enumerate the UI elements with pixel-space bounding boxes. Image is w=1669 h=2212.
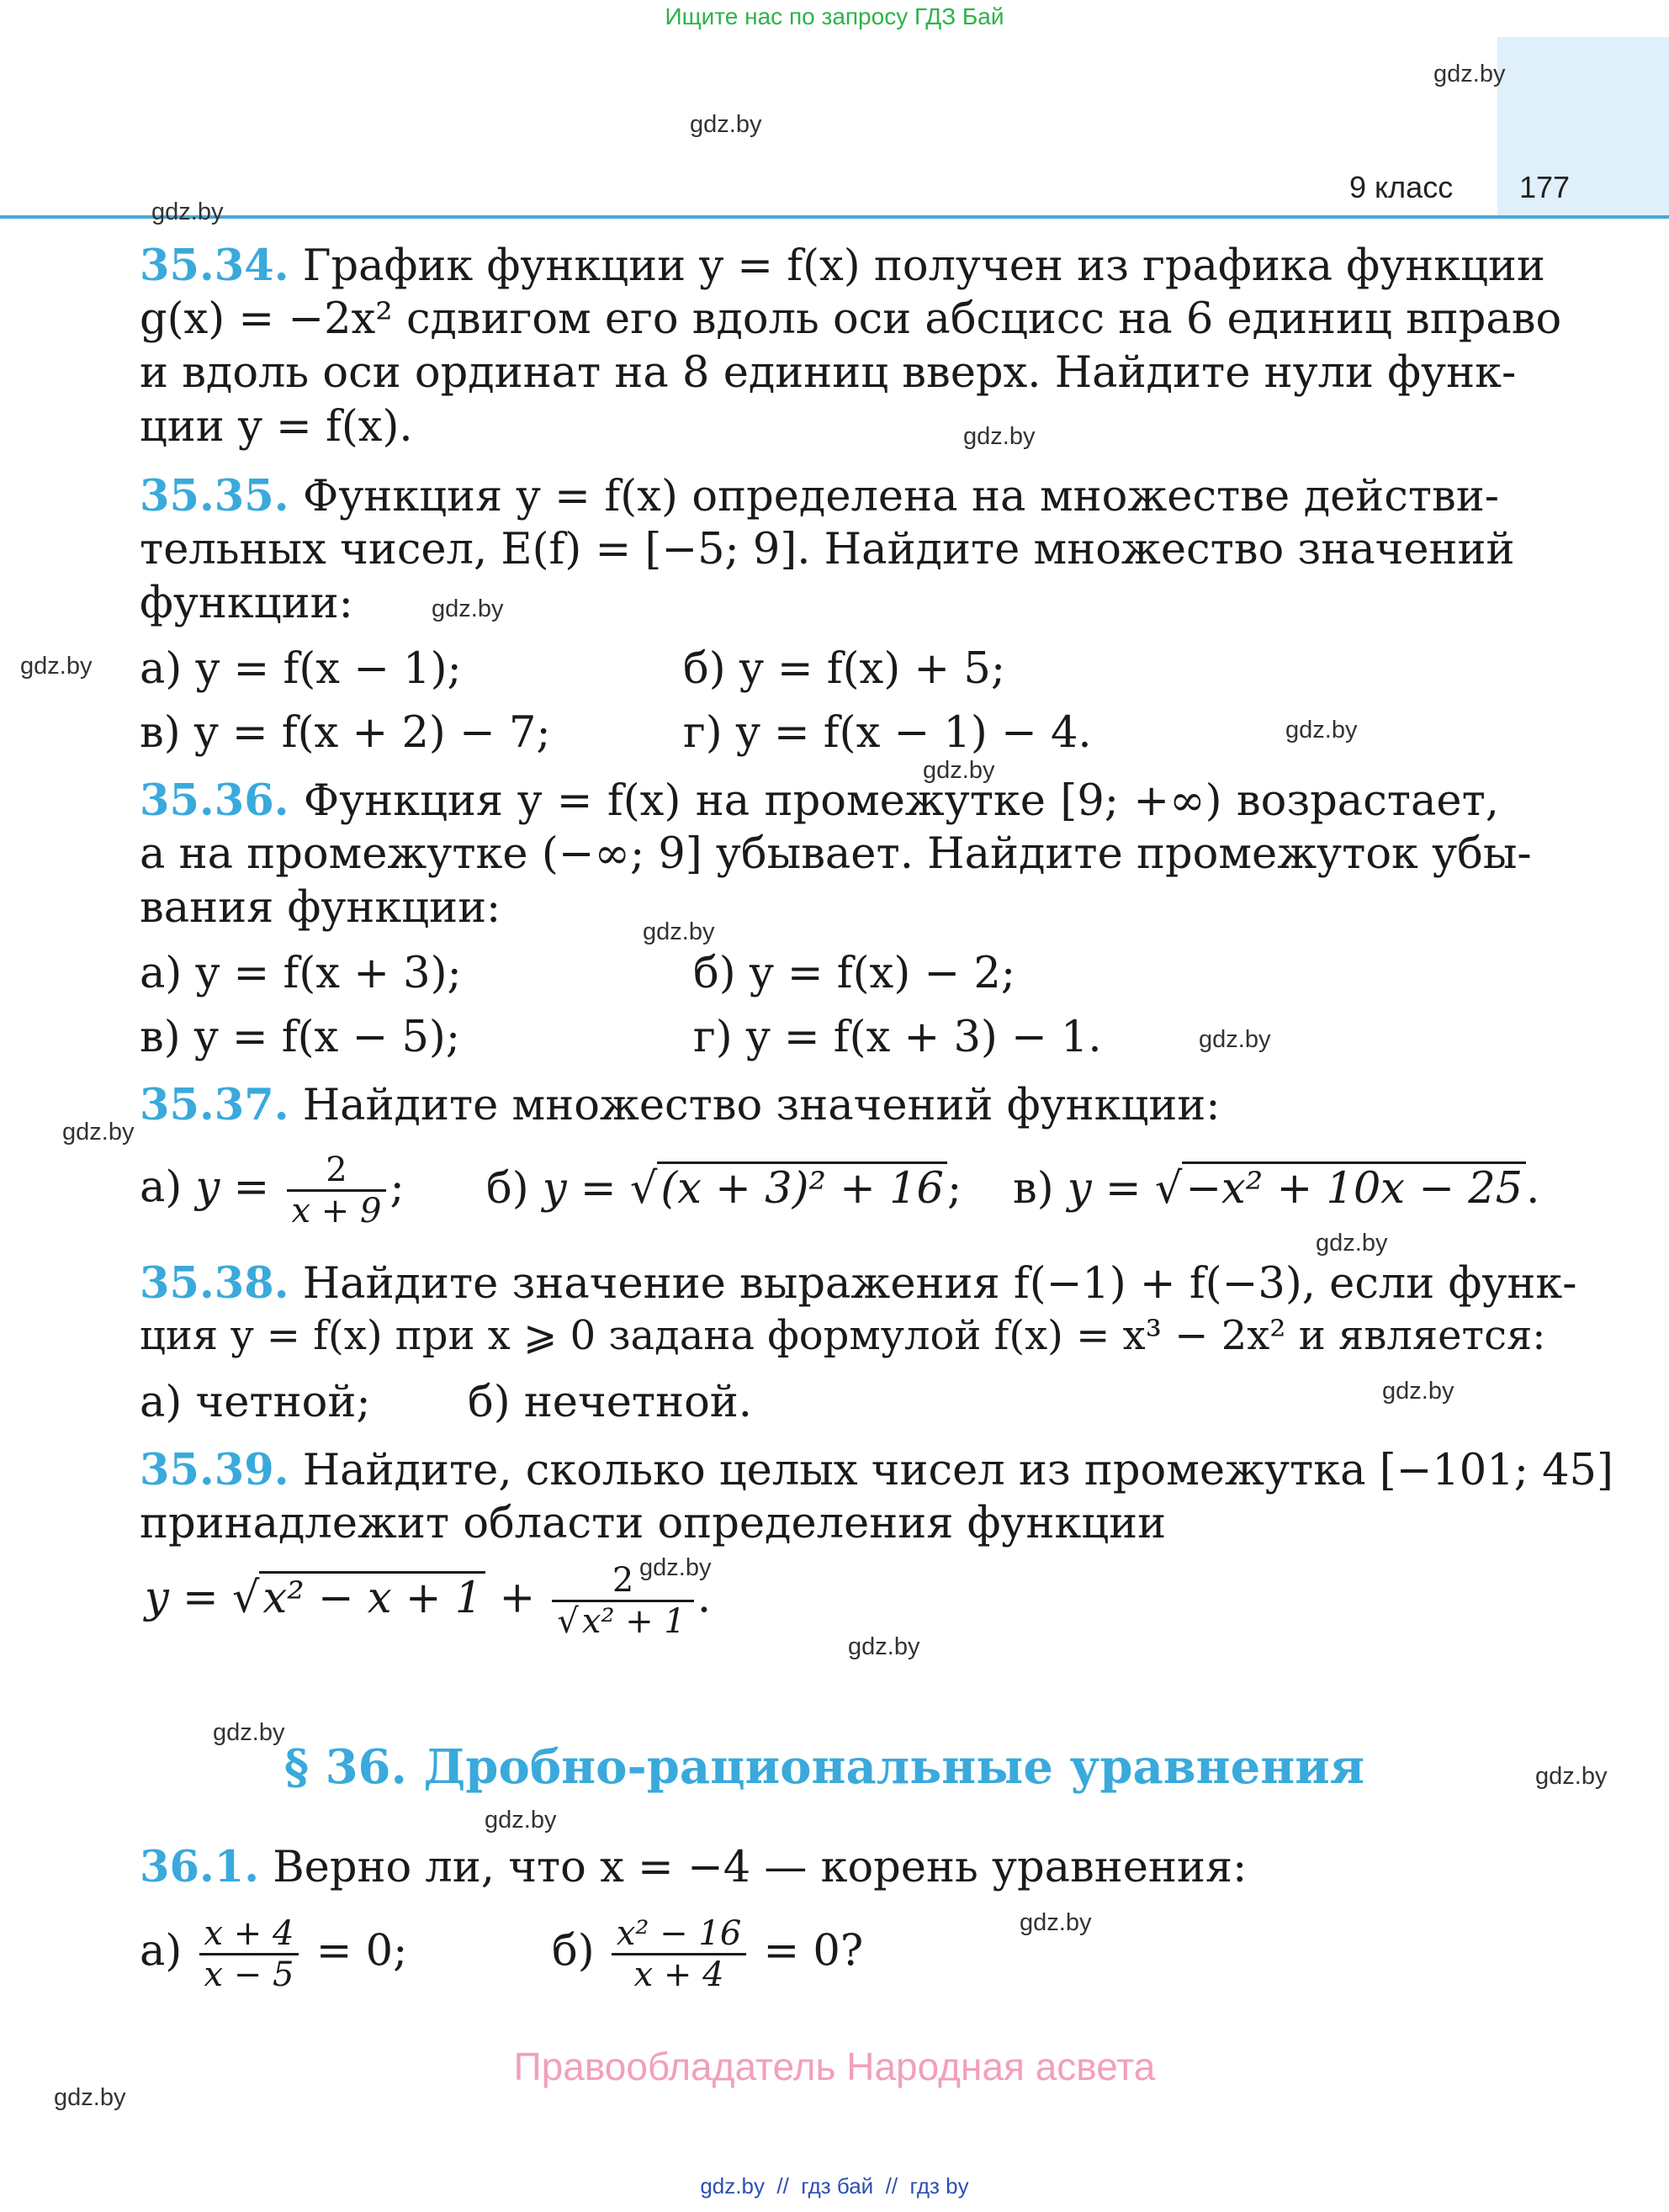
problem-35-34-line1: 35.34. График функции y = f(x) получен из графика функции — [140, 241, 1545, 291]
watermark: gdz.by — [1433, 61, 1506, 87]
problem-35-39-formula: y = √x² − x + 1 + $\frac{2}{\text{√ x² + 1}}$ . — [145, 1561, 712, 1641]
copyright-notice: Правообладатель Народная асвета — [513, 2045, 1156, 2088]
problem-35-34-line2: g(x) = −2x² сдвигом его вдоль оси абсцисс на 6 единиц вправо — [140, 294, 1562, 344]
watermark: gdz.by — [62, 1119, 135, 1146]
watermark: gdz.by — [1382, 1378, 1454, 1405]
problem-35-39-line1: 35.39. Найдите, сколько целых чисел из промежутка [−101; 45] — [140, 1445, 1613, 1495]
radical-sign: √ — [231, 1573, 260, 1623]
problem-35-38-line2: ция y = f(x) при x ⩾ 0 задана формулой f(x) = x³ − 2x² и является: — [140, 1312, 1546, 1359]
problem-35-36-line1: 35.36. Функция y = f(x) на промежутке [9; +∞) возрастает, — [140, 775, 1499, 826]
option-b-formula: б) y = √(x + 3)² + 16; — [486, 1164, 962, 1214]
option-d: г) y = f(x + 3) − 1. — [693, 1013, 1102, 1062]
watermark: gdz.by — [690, 111, 762, 138]
option-b-formula: б) $\frac{\text{x² − 16}}{x + 4}$ = 0? — [552, 1914, 864, 1994]
watermark: gdz.by — [151, 198, 224, 225]
option-a-formula: а) y = $\frac{2}{x + 9}$ ; — [140, 1151, 405, 1230]
option-b: б) y = f(x) + 5; — [683, 644, 1005, 694]
watermark: gdz.by — [432, 595, 504, 622]
option-a: а) y = f(x + 3); — [140, 949, 462, 998]
problem-number: 35.35. — [140, 471, 289, 521]
option-a: а) четной; — [140, 1378, 371, 1427]
option-b: б) нечетной. — [468, 1378, 752, 1427]
problem-35-34-line3: и вдоль оси ординат на 8 единиц вверх. Найдите нули функ- — [140, 348, 1517, 398]
page-number: 177 — [1519, 170, 1571, 204]
radical-sign: √ — [557, 1602, 579, 1641]
fraction: $\frac{2}{\text{√ x² + 1}}$ — [552, 1561, 694, 1641]
watermark: gdz.by — [1199, 1026, 1271, 1053]
footer-links[interactable]: gdz.by // гдз бай // гдз by — [700, 2173, 969, 2199]
problem-number: 36.1. — [140, 1842, 259, 1892]
problem-35-35-line1: 35.35. Функция y = f(x) определена на множестве действи- — [140, 471, 1499, 521]
option-a: а) y = f(x − 1); — [140, 644, 462, 694]
option-c: в) y = f(x − 5); — [140, 1013, 461, 1062]
watermark: gdz.by — [923, 757, 995, 784]
problem-35-34-line4: ции y = f(x). — [140, 402, 413, 452]
watermark: gdz.by — [1285, 717, 1358, 744]
watermark: gdz.by — [1316, 1230, 1388, 1257]
problem-number: 35.36. — [140, 775, 289, 826]
problem-35-38-line1: 35.38. Найдите значение выражения f(−1) + f(−3), если функ- — [140, 1258, 1577, 1309]
option-a-formula: а) $\frac{x + 4}{x - 5}$ = 0; — [140, 1914, 408, 1994]
option-c: в) y = f(x + 2) − 7; — [140, 708, 551, 758]
problem-35-36-line2: а на промежутке (−∞; 9] убывает. Найдите промежуток убы- — [140, 829, 1532, 879]
fraction: $\frac{\text{x² − 16}}{x + 4}$ — [612, 1914, 746, 1994]
watermark: gdz.by — [213, 1719, 285, 1746]
problem-number: 35.34. — [140, 241, 289, 291]
problem-35-37-line1: 35.37. Найдите множество значений функции: — [140, 1080, 1221, 1130]
fraction: $\frac{x + 4}{x - 5}$ — [199, 1914, 299, 1994]
option-d: г) y = f(x − 1) − 4. — [683, 708, 1092, 758]
problem-number: 35.38. — [140, 1258, 289, 1309]
watermark: gdz.by — [54, 2084, 126, 2111]
watermark: gdz.by — [643, 918, 715, 945]
problem-35-35-line2: тельных чисел, E(f) = [−5; 9]. Найдите множество значений — [140, 525, 1515, 574]
watermark: gdz.by — [848, 1633, 920, 1660]
problem-number: 35.37. — [140, 1080, 289, 1130]
watermark: gdz.by — [1535, 1763, 1608, 1790]
header-rule — [0, 215, 1669, 219]
radical-sign: √ — [629, 1164, 658, 1214]
watermark: gdz.by — [639, 1554, 712, 1581]
radical-sign: √ — [1154, 1164, 1183, 1214]
problem-35-35-line3: функции: — [140, 579, 353, 628]
watermark: gdz.by — [963, 423, 1036, 450]
fraction: $\frac{2}{x + 9}$ — [287, 1151, 387, 1230]
problem-36-1-line1: 36.1. Верно ли, что x = −4 — корень уравнения: — [140, 1842, 1248, 1892]
problem-35-36-line3: вания функции: — [140, 883, 501, 933]
watermark: gdz.by — [485, 1807, 557, 1834]
problem-number: 35.39. — [140, 1445, 289, 1495]
option-c-formula: в) y = √−x² + 10x − 25. — [1013, 1164, 1539, 1214]
problem-35-39-line2: принадлежит области определения функции — [140, 1499, 1167, 1548]
option-b: б) y = f(x) − 2; — [693, 949, 1015, 998]
watermark: gdz.by — [1020, 1909, 1092, 1936]
grade-label: 9 класс — [1349, 170, 1454, 204]
section-title: § 36. Дробно-рациональные уравнения — [283, 1739, 1365, 1795]
top-banner[interactable]: Ищите нас по запросу ГДЗ Бай — [665, 3, 1004, 29]
watermark: gdz.by — [20, 653, 93, 680]
